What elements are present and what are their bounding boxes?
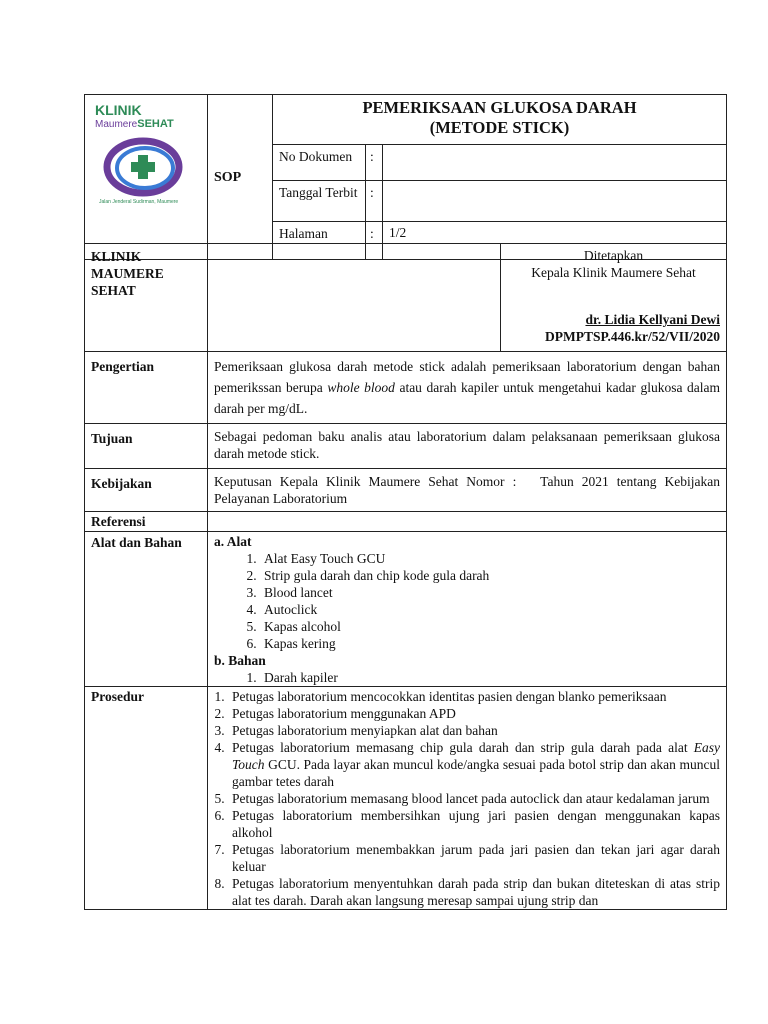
procedure-step: 7. Petugas laboratorium menembakkan jarum pada jari pasien dan tekan jari agar darah keluar (228, 841, 720, 875)
logo-name-bottom-a: Maumere (95, 119, 138, 130)
meta-value-tanggal-terbit (383, 181, 727, 221)
label-prosedur: Prosedur (85, 687, 208, 910)
label-referensi: Referensi (85, 512, 208, 532)
procedure-step (228, 739, 720, 790)
prosedur-list (210, 688, 720, 909)
label-kebijakan: Kebijakan (85, 469, 208, 512)
document-title (273, 95, 727, 145)
meta-colon: : (366, 181, 383, 221)
text-tujuan: Sebagai pedoman baku analis atau laboratorium dalam pelaksanaan pemeriksaan glukosa darah metode stick. (208, 424, 727, 469)
header-table (84, 94, 727, 260)
bahan-heading: b. Bahan (214, 653, 266, 668)
list-item: 1. Alat Easy Touch GCU (260, 550, 720, 567)
step4-italic: Easy Touch (232, 740, 720, 772)
procedure-step: 5. Petugas laboratorium memasang blood lancet pada autoclick dan ataur kedalaman jarum (228, 790, 720, 807)
label-alat-bahan: Alat dan Bahan (85, 532, 208, 687)
set-label: Ditetapkan (583, 248, 644, 263)
alat-bahan-content (208, 532, 727, 687)
meta-label-halaman: Halaman (273, 221, 366, 259)
list-item: 2. Strip gula darah dan chip kode gula darah (260, 567, 720, 584)
title-line-1: PEMERIKSAAN GLUKOSA DARAH (362, 98, 637, 117)
procedure-step: 3. Petugas laboratorium menyiapkan alat dan bahan (228, 722, 720, 739)
approval-blank (208, 244, 501, 352)
meta-label-tanggal-terbit: Tanggal Terbit (273, 181, 366, 221)
text-pengertian (208, 352, 727, 424)
procedure-step: 8. Petugas laboratorium menyentuhkan darah pada strip dan bukan diteteskan di atas strip alat tes darah. Darah akan langsung meresap sampai ujung strip dan (228, 875, 720, 909)
label-pengertian: Pengertian (85, 352, 208, 424)
meta-label-no-dokumen: No Dokumen (273, 145, 366, 181)
bahan-list (236, 669, 720, 686)
step4-part-b: GCU. Pada layar akan muncul kode/angka sesuai pada botol strip dan akan muncul gambar tetes darah (232, 757, 720, 789)
meta-value-no-dokumen (383, 145, 727, 181)
meta-value-halaman: 1/2 (383, 221, 727, 259)
pengertian-italic: whole blood (327, 380, 395, 395)
pengertian-part-a: Pemeriksaan glukosa darah metode stick adalah pemeriksaan laboratorium dengan bahan pemerikssan berupa (214, 359, 720, 395)
meta-colon: : (366, 145, 383, 181)
list-item: 6. Kapas kering (260, 635, 720, 652)
list-item: 5. Kapas alcohol (260, 618, 720, 635)
logo-name-top: KLINIK (95, 102, 142, 118)
title-line-2: (METODE STICK) (429, 118, 570, 137)
clinic-name: KLINIK MAUMERE SEHAT (85, 244, 208, 352)
procedure-step: 2. Petugas laboratorium menggunakan APD (228, 705, 720, 722)
cross-emblem-icon (95, 135, 191, 199)
signer-id: DPMPTSP.446.kr/52/VII/2020 (544, 329, 720, 344)
alat-heading: a. Alat (214, 534, 252, 549)
approval-block (501, 244, 727, 352)
label-tujuan: Tujuan (85, 424, 208, 469)
sop-label: SOP (208, 95, 273, 260)
prosedur-content (208, 687, 727, 910)
step4-part-a: Petugas laboratorium memasang chip gula darah dan strip gula darah pada alat (232, 740, 694, 755)
set-by: Kepala Klinik Maumere Sehat (531, 265, 696, 280)
signer-name: dr. Lidia Kellyani Dewi (585, 312, 720, 327)
clinic-logo (85, 95, 208, 260)
text-kebijakan: Keputusan Kepala Klinik Maumere Sehat Nomor : Tahun 2021 tentang Kebijakan Pelayanan Laboratorium (208, 469, 727, 512)
sop-body-table (84, 243, 727, 910)
list-item: 4. Autoclick (260, 601, 720, 618)
logo-name-bottom-b: SEHAT (137, 118, 174, 130)
list-item: 3. Blood lancet (260, 584, 720, 601)
list-item: 1. Darah kapiler (260, 669, 720, 686)
text-referensi (208, 512, 727, 532)
procedure-step: 1. Petugas laboratorium mencocokkan identitas pasien dengan blanko pemeriksaan (228, 688, 720, 705)
pengertian-part-b: atau darah kapiler untuk mengetahui kadar glukosa dalam darah per mg/dL. (214, 380, 720, 416)
logo-tagline: Jalan Jenderal Sudirman, Maumere (99, 199, 179, 205)
alat-list (236, 550, 720, 652)
meta-colon: : (366, 221, 383, 259)
procedure-step: 6. Petugas laboratorium membersihkan ujung jari pasien dengan menggunakan kapas alkohol (228, 807, 720, 841)
